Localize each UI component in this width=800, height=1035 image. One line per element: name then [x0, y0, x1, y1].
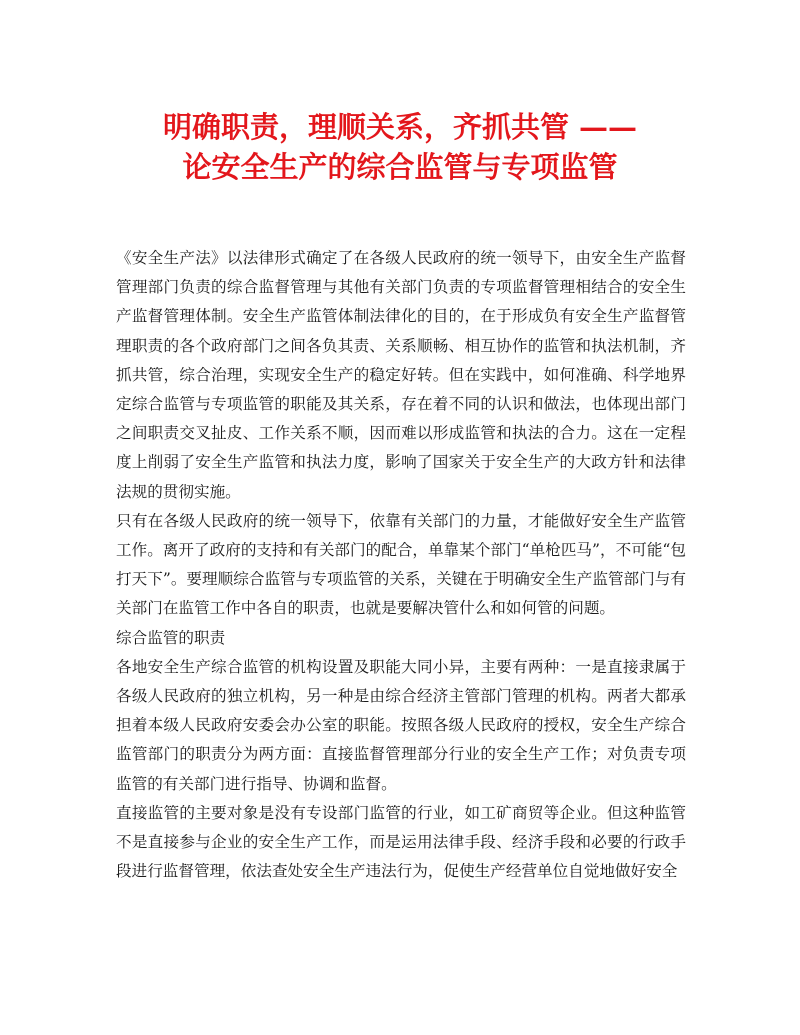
paragraph-intro: 《安全生产法》以法律形式确定了在各级人民政府的统一领导下，由安全生产监督管理部门负责的综合监督管理与其他有关部门负责的专项监督管理相结合的安全生产监督管理体制。安全生产监管体制法律化的目的，在于形成负有安全生产监督管理职责的各个政府部门之间各负其责、关系顺畅、相互协作的监管和执法机制，齐抓共管，综合治理，实现安全生产的稳定好转。但在实践中，如何准确、科学地界定综合监管与专项监管的职能及其关系，存在着不同的认识和做法，也体现出部门之间职责交叉扯皮、工作关系不顺，因而难以形成监管和执法的合力。这在一定程度上削弱了安全生产监管和执法力度，影响了国家关于安全生产的大政方针和法律法规的贯彻实施。	[116, 249, 686, 501]
paragraph-direct-supervision: 直接监管的主要对象是没有专设部门监管的行业，如工矿商贸等企业。但这种监管不是直接参与企业的安全生产工作，而是运用法律手段、经济手段和必要的行政手段进行监督管理，依法查处安全生产违法行为，促使生产经营单位自觉地做好安全	[116, 803, 686, 881]
document-body	[116, 244, 686, 886]
paragraph-duties: 各地安全生产综合监管的机构设置及职能大同小异，主要有两种：一是直接隶属于各级人民政府的独立机构，另一种是由综合经济主管部门管理的机构。两者大都承担着本级人民政府安委会办公室的职能。按照各级人民政府的授权，安全生产综合监管部门的职责分为两方面：直接监督管理部分行业的安全生产工作；对负责专项监管的有关部门进行指导、协调和监督。	[116, 657, 686, 793]
document-title-line2: 论安全生产的综合监管与专项监管	[182, 150, 618, 184]
section-heading: 综合监管的职责	[116, 628, 226, 647]
paragraph-leadership: 只有在各级人民政府的统一领导下，依靠有关部门的力量，才能做好安全生产监管工作。离开了政府的支持和有关部门的配合，单靠某个部门“单枪匹马”，不可能“包打天下”。要理顺综合监管与专项监管的关系，关键在于明确安全生产监管部门与有关部门在监管工作中各自的职责，也就是要解决管什么和如何管的问题。	[116, 511, 686, 618]
document-title-line1: 明确职责，理顺关系，齐抓共管 ——	[162, 110, 638, 144]
